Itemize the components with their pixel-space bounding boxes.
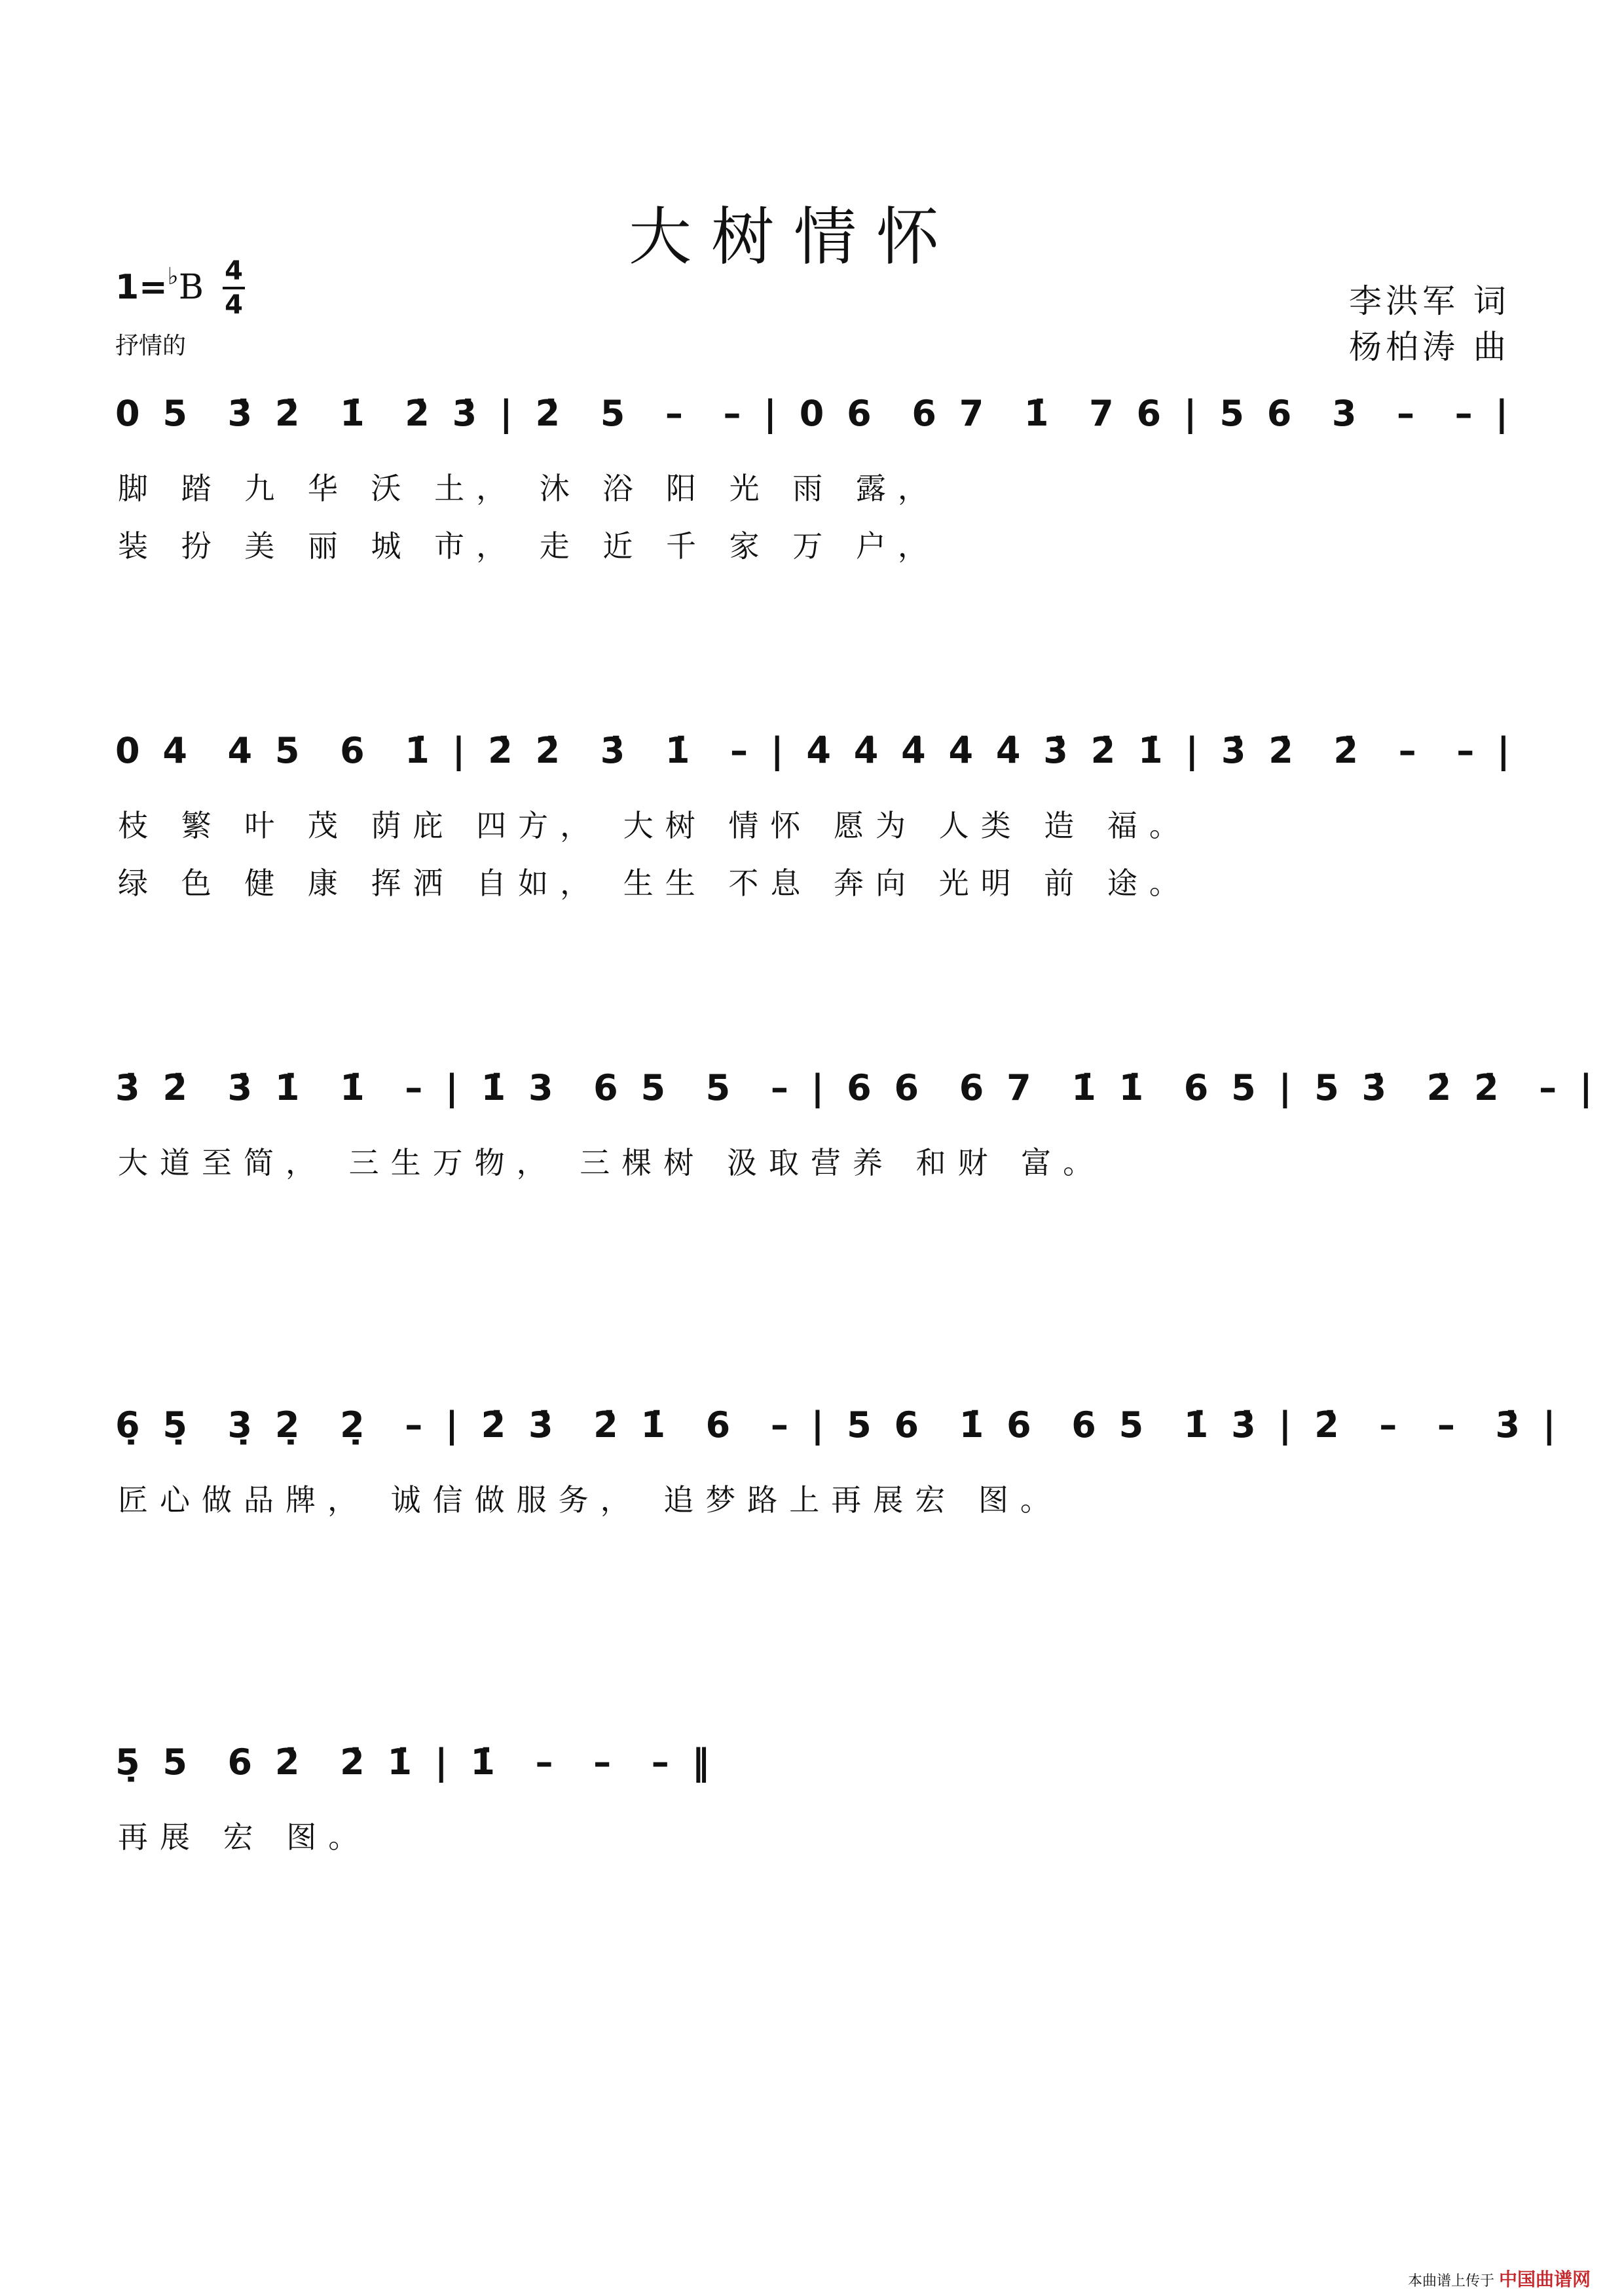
lyric-line-1-1: 脚 踏 九 华 沃 土， 沐 浴 阳 光 雨 露， xyxy=(118,471,940,506)
lyric-line-4-1: 匠心做品牌， 诚信做服务， 追梦路上再展宏 图。 xyxy=(118,1482,1062,1518)
notation-line-1: 0 5 3̇ 2̇ 1̇ 2̇ 3̇ | 2̇ 5 – – | 0 6 6 7 1̇ 7 6 | 5 6 3 – – | xyxy=(115,393,1514,434)
time-signature-bottom: 4 xyxy=(225,290,243,320)
key-note: B xyxy=(178,268,204,307)
lyricist-credit: 李洪军 词 xyxy=(1349,282,1510,320)
time-signature-divider xyxy=(223,287,245,289)
upload-text: 本曲谱上传于 xyxy=(1408,2273,1495,2289)
lyric-line-2-1: 枝 繁 叶 茂 荫庇 四方， 大树 情怀 愿为 人类 造 福。 xyxy=(118,808,1191,843)
flat-sign: ♭ xyxy=(167,263,179,290)
notation-line-2: 0 4 4 5 6 1̇ | 2̇ 2̇ 3̇ 1̇ – | 4̇ 4̇ 4̇ 4̇ 4̇ 3̇ 2̇ 1̇ | 3̇ 2̇ 2̇ – – | xyxy=(115,730,1515,771)
time-signature xyxy=(223,257,245,319)
lyric-line-1-2: 装 扮 美 丽 城 市， 走 近 千 家 万 户， xyxy=(118,528,940,564)
page-title: 大树情怀 xyxy=(629,200,959,274)
site-logo: 中国曲谱网 xyxy=(1499,2269,1591,2290)
key-prefix: 1= xyxy=(115,268,168,307)
expression-marking: 抒情的 xyxy=(115,333,187,359)
time-signature-top: 4 xyxy=(225,256,243,286)
composer-credit: 杨柏涛 曲 xyxy=(1349,328,1510,366)
footer xyxy=(1408,2265,1591,2291)
lyric-line-2-2: 绿 色 健 康 挥洒 自如， 生生 不息 奔向 光明 前 途。 xyxy=(118,866,1191,901)
lyric-line-3-1: 大道至简， 三生万物， 三棵树 汲取营养 和财 富。 xyxy=(118,1145,1105,1180)
notation-line-4: 6̣ 5̣ 3̣ 2̣ 2̣ – | 2̇ 3̇ 2̇ 1̇ 6 – | 5 6 1̇ 6 6 5 1̇ 3̇ | 2̇ – – 3̇ | xyxy=(115,1404,1561,1446)
key-signature xyxy=(115,263,204,307)
notation-line-3: 3̇ 2̇ 3̇ 1̇ 1̇ – | 1̇ 3 6 5 5 – | 6 6 6 7 1̇ 1̇ 6 5 | 5 3̇ 2̇ 2̇ – | xyxy=(115,1067,1598,1108)
notation-line-5: 5̣ 5 6 2̇ 2̇ 1̇ | 1̇ – – – ‖ xyxy=(115,1741,715,1783)
lyric-line-5-1: 再展 宏 图。 xyxy=(118,1819,371,1855)
